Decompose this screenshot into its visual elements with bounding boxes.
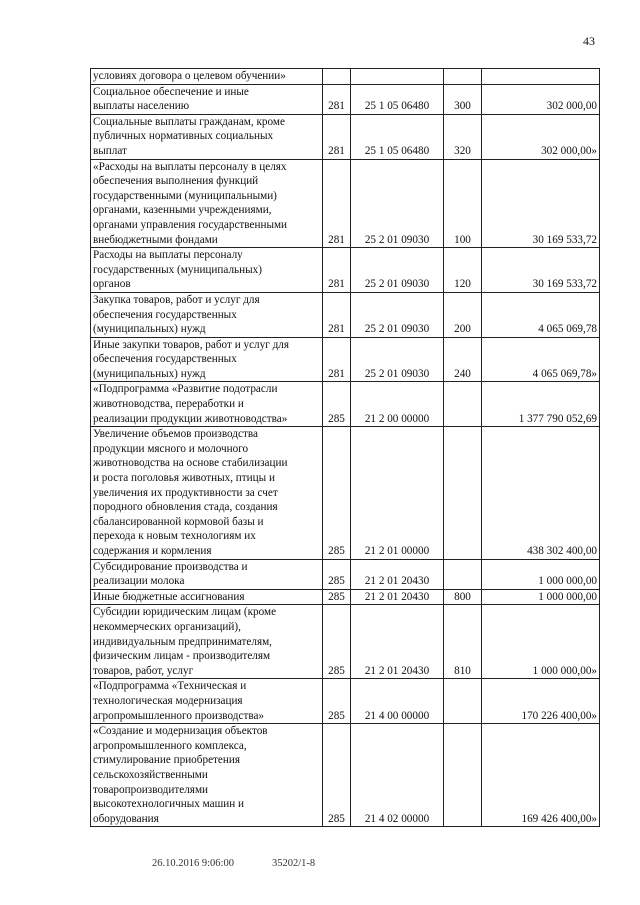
cell-expense-name: Расходы на выплаты персоналу государственных (муниципальных) органов xyxy=(91,248,323,293)
table-row xyxy=(91,292,600,337)
cell-target-article: 25 1 05 06480 xyxy=(351,114,444,159)
cell-ministry-code: 285 xyxy=(323,605,351,679)
cell-ministry-code: 281 xyxy=(323,248,351,293)
cell-amount: 438 302 400,00 xyxy=(482,427,600,559)
table-row xyxy=(91,427,600,559)
cell-expense-name: «Расходы на выплаты персоналу в целях обеспечения выполнения функций государственными (муниципальными) органами, казенными учреждениями, органами управления государственными внебюджетными фондами xyxy=(91,159,323,248)
cell-expense-type: 240 xyxy=(444,337,482,382)
cell-amount: 4 065 069,78» xyxy=(482,337,600,382)
cell-ministry-code: 285 xyxy=(323,427,351,559)
cell-expense-type xyxy=(444,724,482,827)
cell-target-article: 25 1 05 06480 xyxy=(351,84,444,114)
cell-ministry-code: 281 xyxy=(323,114,351,159)
cell-target-article: 21 2 01 20430 xyxy=(351,589,444,605)
cell-expense-name: Социальное обеспечение и иные выплаты населению xyxy=(91,84,323,114)
cell-expense-type: 320 xyxy=(444,114,482,159)
cell-expense-name: условиях договора о целевом обучении» xyxy=(91,69,323,85)
cell-ministry-code: 285 xyxy=(323,679,351,724)
cell-amount: 302 000,00» xyxy=(482,114,600,159)
table-row xyxy=(91,559,600,589)
cell-ministry-code: 281 xyxy=(323,159,351,248)
cell-expense-type: 100 xyxy=(444,159,482,248)
cell-target-article: 25 2 01 09030 xyxy=(351,292,444,337)
cell-target-article: 25 2 01 09030 xyxy=(351,159,444,248)
table-row xyxy=(91,159,600,248)
cell-amount: 1 000 000,00 xyxy=(482,559,600,589)
cell-expense-type xyxy=(444,427,482,559)
cell-expense-type xyxy=(444,679,482,724)
table-row xyxy=(91,84,600,114)
table-row xyxy=(91,589,600,605)
cell-expense-type xyxy=(444,382,482,427)
footer-document-code: 35202/1-8 xyxy=(272,858,316,869)
budget-table-body xyxy=(91,69,600,827)
cell-expense-type: 120 xyxy=(444,248,482,293)
cell-expense-type xyxy=(444,69,482,85)
cell-amount: 30 169 533,72 xyxy=(482,159,600,248)
cell-target-article: 25 2 01 09030 xyxy=(351,337,444,382)
cell-amount: 302 000,00 xyxy=(482,84,600,114)
cell-amount: 4 065 069,78 xyxy=(482,292,600,337)
cell-target-article: 21 2 01 00000 xyxy=(351,427,444,559)
cell-amount: 170 226 400,00» xyxy=(482,679,600,724)
cell-amount: 1 377 790 052,69 xyxy=(482,382,600,427)
cell-ministry-code: 285 xyxy=(323,589,351,605)
table-row xyxy=(91,382,600,427)
table-row xyxy=(91,248,600,293)
cell-expense-type: 200 xyxy=(444,292,482,337)
cell-ministry-code xyxy=(323,69,351,85)
cell-target-article: 21 2 01 20430 xyxy=(351,605,444,679)
cell-target-article: 21 2 01 20430 xyxy=(351,559,444,589)
cell-amount xyxy=(482,69,600,85)
cell-expense-type: 800 xyxy=(444,589,482,605)
table-row xyxy=(91,337,600,382)
cell-expense-type xyxy=(444,559,482,589)
cell-expense-type: 300 xyxy=(444,84,482,114)
cell-amount: 169 426 400,00» xyxy=(482,724,600,827)
cell-expense-name: Субсидирование производства и реализации молока xyxy=(91,559,323,589)
cell-ministry-code: 281 xyxy=(323,292,351,337)
cell-ministry-code: 285 xyxy=(323,382,351,427)
cell-target-article: 21 2 00 00000 xyxy=(351,382,444,427)
cell-expense-name: «Подпрограмма «Техническая и технологическая модернизация агропромышленного производства» xyxy=(91,679,323,724)
cell-ministry-code: 281 xyxy=(323,84,351,114)
cell-expense-type: 810 xyxy=(444,605,482,679)
cell-expense-name: «Создание и модернизация объектов агропромышленного комплекса, стимулирование приобретения сельскохозяйственными товаропроизводителями высокотехнологичных машин и оборудования xyxy=(91,724,323,827)
cell-target-article: 25 2 01 09030 xyxy=(351,248,444,293)
cell-expense-name: Закупка товаров, работ и услуг для обеспечения государственных (муниципальных) нужд xyxy=(91,292,323,337)
cell-expense-name: Иные бюджетные ассигнования xyxy=(91,589,323,605)
page-number: 43 xyxy=(583,34,595,48)
cell-ministry-code: 281 xyxy=(323,337,351,382)
cell-ministry-code: 285 xyxy=(323,559,351,589)
footer-datetime: 26.10.2016 9:06:00 xyxy=(152,858,234,869)
table-row xyxy=(91,679,600,724)
cell-expense-name: Иные закупки товаров, работ и услуг для обеспечения государственных (муниципальных) нужд xyxy=(91,337,323,382)
cell-target-article: 21 4 00 00000 xyxy=(351,679,444,724)
table-row xyxy=(91,114,600,159)
cell-amount: 30 169 533,72 xyxy=(482,248,600,293)
cell-ministry-code: 285 xyxy=(323,724,351,827)
cell-target-article: 21 4 02 00000 xyxy=(351,724,444,827)
cell-amount: 1 000 000,00» xyxy=(482,605,600,679)
cell-amount: 1 000 000,00 xyxy=(482,589,600,605)
table-row xyxy=(91,605,600,679)
cell-expense-name: «Подпрограмма «Развитие подотрасли животноводства, переработки и реализации продукции животноводства» xyxy=(91,382,323,427)
cell-expense-name: Увеличение объемов производства продукции мясного и молочного животноводства на основе стабилизации и роста поголовья животных, птицы и увеличения их продуктивности за счет породного обновления стада, создания сбалансированной кормовой базы и перехода к новым технологиям их содержания и кормления xyxy=(91,427,323,559)
cell-expense-name: Субсидии юридическим лицам (кроме некоммерческих организаций), индивидуальным предпринимателям, физическим лицам - производителям товаров, работ, услуг xyxy=(91,605,323,679)
table-row xyxy=(91,69,600,85)
cell-target-article xyxy=(351,69,444,85)
table-row xyxy=(91,724,600,827)
budget-table xyxy=(90,68,600,827)
cell-expense-name: Социальные выплаты гражданам, кроме публичных нормативных социальных выплат xyxy=(91,114,323,159)
